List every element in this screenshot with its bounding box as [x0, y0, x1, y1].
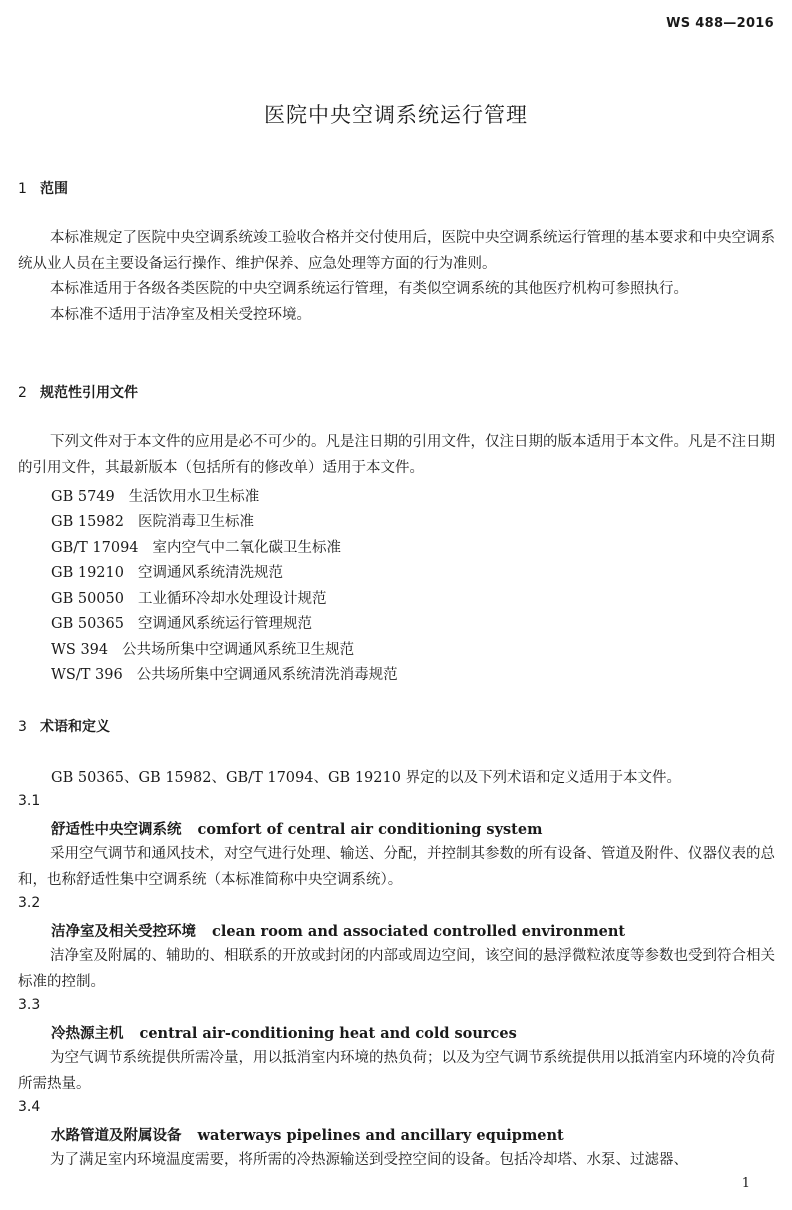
- reference-item: [51, 638, 354, 659]
- term-definition-block: [18, 944, 775, 995]
- reference-code: GB 5749: [51, 489, 115, 505]
- term-heading: [51, 818, 542, 839]
- reference-name: 室内空气中二氧化碳卫生标准: [152, 540, 342, 556]
- term-en: comfort of central air conditioning system: [197, 821, 543, 838]
- reference-code: GB 15982: [51, 514, 124, 530]
- term-definition-block: [18, 1148, 775, 1174]
- term-definition: 为了满足室内环境温度需要，将所需的冷热源输送到受控空间的设备。包括冷却塔、水泵、过滤器、: [50, 1152, 688, 1168]
- term-zh: 水路管道及附属设备: [51, 1128, 182, 1144]
- term-en: waterways pipelines and ancillary equipment: [197, 1127, 564, 1144]
- terms-intro: GB 50365、GB 15982、GB/T 17094、GB 19210 界定的以及下列术语和定义适用于本文件。: [51, 770, 682, 786]
- term-definition: 为空气调节系统提供所需冷量，用以抵消室内环境的热负荷；以及为空气调节系统提供用以抵消室内环境的冷负荷所需热量。: [18, 1050, 775, 1092]
- reference-code: GB 50365: [51, 616, 124, 632]
- section-number: 2: [18, 385, 27, 401]
- section-number: 1: [18, 181, 27, 197]
- reference-item: [51, 663, 398, 684]
- term-definition-block: [18, 842, 775, 893]
- scope-paragraph-1: 本标准规定了医院中央空调系统竣工验收合格并交付使用后，医院中央空调系统运行管理的基本要求和中央空调系统从业人员在主要设备运行操作、维护保养、应急处理等方面的行为准则。: [18, 230, 775, 272]
- term-heading: [51, 1022, 517, 1043]
- clause-number: 3.4: [18, 1099, 41, 1115]
- reference-code: WS/T 396: [51, 667, 123, 683]
- section-heading-scope: [18, 178, 68, 198]
- section-title: 规范性引用文件: [40, 385, 138, 401]
- clause-number: 3.1: [18, 793, 41, 809]
- term-zh: 冷热源主机: [51, 1026, 124, 1042]
- reference-item: [51, 485, 259, 506]
- reference-item: [51, 612, 312, 633]
- reference-code: GB 50050: [51, 591, 124, 607]
- term-heading: [51, 1124, 564, 1145]
- reference-item: [51, 587, 326, 608]
- page-number: 1: [741, 1176, 750, 1191]
- term-definition: 采用空气调节和通风技术，对空气进行处理、输送、分配，并控制其参数的所有设备、管道及附件、仪器仪表的总和，也称舒适性集中空调系统（本标准简称中央空调系统）。: [18, 846, 775, 888]
- term-en: clean room and associated controlled environment: [212, 923, 626, 940]
- section-number: 3: [18, 719, 27, 735]
- reference-item: [51, 561, 283, 582]
- scope-text: [18, 226, 775, 328]
- document-title: 医院中央空调系统运行管理: [264, 103, 528, 127]
- standard-code: WS 488—2016: [666, 16, 774, 31]
- section-heading-references: [18, 382, 138, 402]
- reference-item: [51, 536, 341, 557]
- section-title: 范围: [40, 181, 68, 197]
- reference-name: 公共场所集中空调通风系统清洗消毒规范: [136, 667, 398, 683]
- reference-name: 工业循环冷却水处理设计规范: [137, 591, 327, 607]
- term-heading: [51, 920, 625, 941]
- section-title: 术语和定义: [40, 719, 110, 735]
- scope-paragraph-2: 本标准适用于各级各类医院的中央空调系统运行管理，有类似空调系统的其他医疗机构可参照执行。: [50, 281, 688, 297]
- clause-number: 3.3: [18, 997, 41, 1013]
- section-heading-terms: [18, 716, 110, 736]
- reference-code: WS 394: [51, 642, 109, 658]
- references-intro: 下列文件对于本文件的应用是必不可少的。凡是注日期的引用文件，仅注日期的版本适用于本文件。凡是不注日期的引用文件，其最新版本（包括所有的修改单）适用于本文件。: [18, 434, 775, 476]
- references-intro-block: [18, 430, 775, 481]
- clause-number: 3.2: [18, 895, 41, 911]
- reference-name: 空调通风系统清洗规范: [137, 565, 283, 581]
- reference-item: [51, 510, 254, 531]
- reference-code: GB/T 17094: [51, 540, 139, 556]
- reference-name: 空调通风系统运行管理规范: [137, 616, 312, 632]
- term-definition: 洁净室及附属的、辅助的、相联系的开放或封闭的内部或周边空间，该空间的悬浮微粒浓度等参数也受到符合相关标准的控制。: [18, 948, 775, 990]
- reference-name: 公共场所集中空调通风系统卫生规范: [122, 642, 355, 658]
- scope-paragraph-3: 本标准不适用于洁净室及相关受控环境。: [50, 306, 311, 323]
- term-en: central air-conditioning heat and cold sources: [139, 1025, 517, 1042]
- reference-name: 医院消毒卫生标准: [137, 514, 254, 530]
- term-definition-block: [18, 1046, 775, 1097]
- term-zh: 舒适性中央空调系统: [51, 822, 182, 838]
- reference-name: 生活饮用水卫生标准: [128, 489, 260, 505]
- term-zh: 洁净室及相关受控环境: [51, 924, 196, 940]
- reference-code: GB 19210: [51, 565, 124, 581]
